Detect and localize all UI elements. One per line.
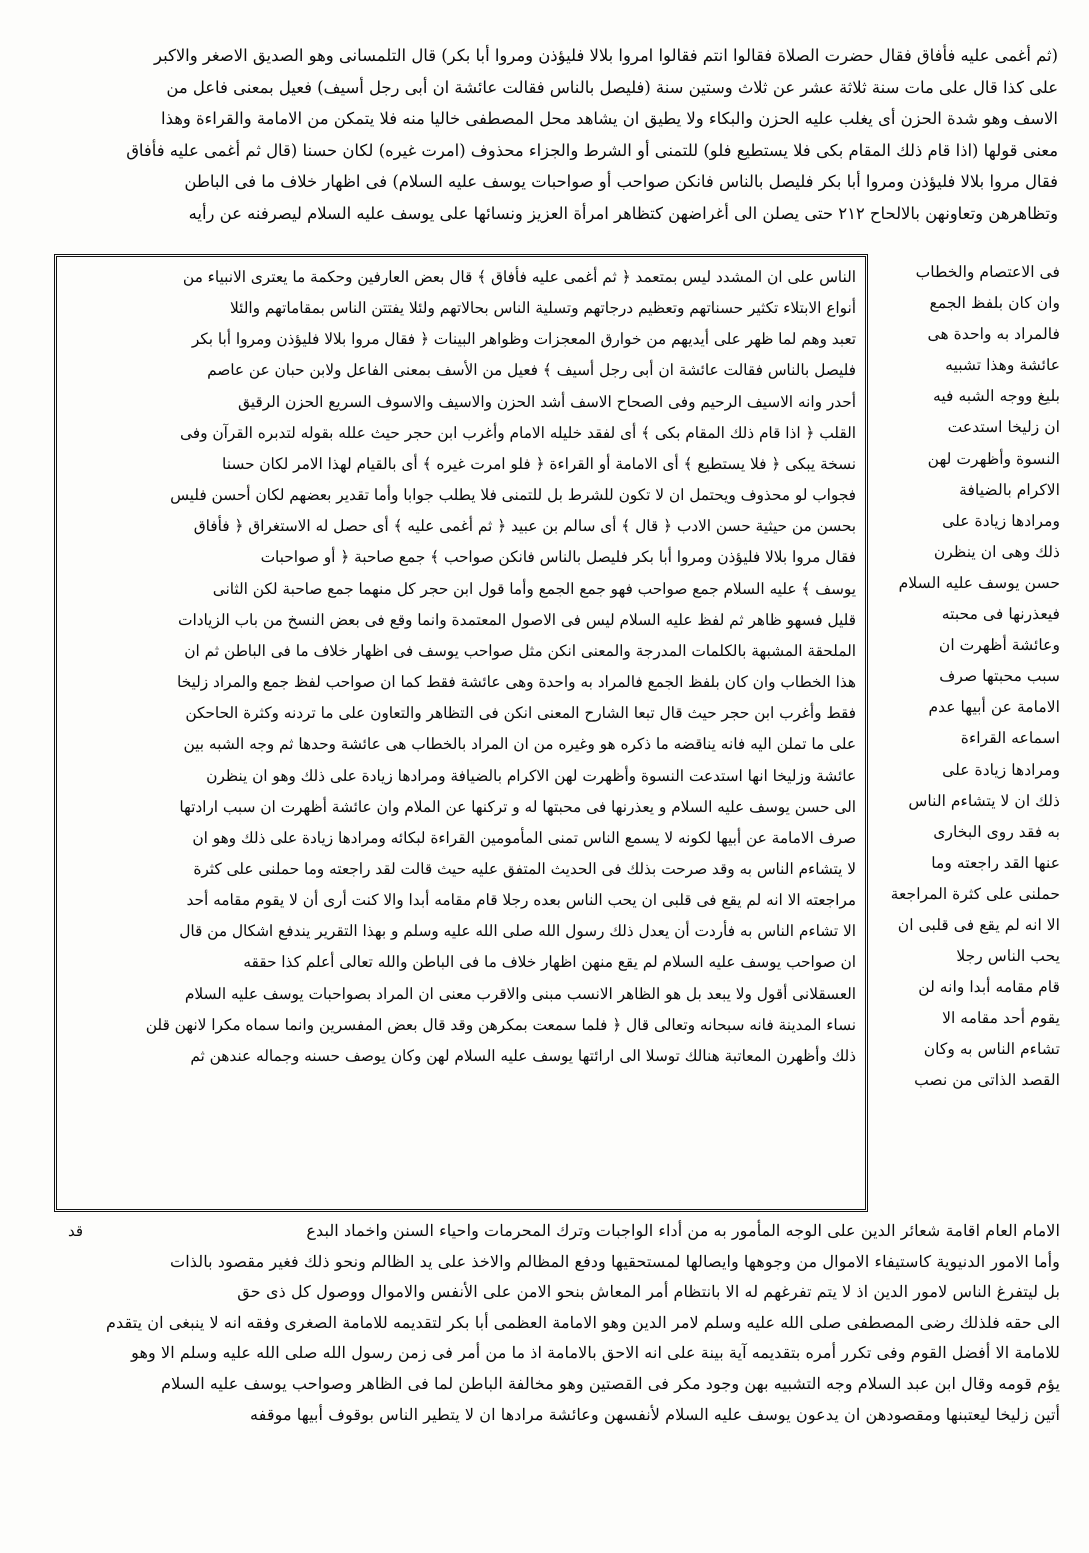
- margin-line: ومرادها زيادة على: [942, 760, 1060, 779]
- margin-line: فالمراد به واحدة هى: [927, 325, 1060, 344]
- margin-line: يقوم أحد مقامه الا: [942, 1009, 1060, 1028]
- main-line: فجواب لو محذوف ويحتمل ان لا تكون للشرط بل للتمنى فلا يطلب جوابا وأما تقدير بعضهم لكان أحسن فليس: [170, 486, 856, 505]
- main-line: الى حسن يوسف عليه السلام و يعذرنها فى محبتها له و تركنها عن الملام وان عائشة أظهرت ان سبب ارادتها: [179, 797, 856, 816]
- bottom-line: وأما الامور الدنيوية كاستيفاء الاموال من وجوهها وايصالها لمستحقيها ودفع المظالم والاخذ على يد الظالم ونحو ذلك فغير مقصود بالذات: [170, 1251, 1060, 1271]
- bottom-line: أتين زليخا ليعتبنها ومقصودهن ان يدعون يوسف عليه السلام لأنفسهن وعائشة مرادها ان لا يتطير الناس بوقوف أبيها موقفه: [249, 1404, 1060, 1424]
- main-line: الناس على ان المشدد ليس بمتعمد ﴿ ثم أغمى عليه فأفاق ﴾ قال بعض العارفين وحكمة ما يعترى الانبياء من: [182, 268, 856, 286]
- margin-line: حملنى على كثرة المراجعة: [890, 884, 1060, 903]
- main-line: صرف الامامة عن أبيها لكونه لا يسمع الناس تمنى المأمومين القراءة لبكائه ومرادها زيادة على ذلك وهو ان: [192, 828, 856, 847]
- margin-line: يحب الناس رجلا: [956, 947, 1060, 966]
- top-line: وتظاهرهن وتعاونهن بالالحاح ٢١٢ حتى يصلن الى أغراضهن كتظاهر امرأة العزيز ونسائها على يوسف عليه السلام ليصرفنه عن رأيه: [188, 203, 1058, 223]
- margin-line: النسوة وأظهرت لهن: [927, 449, 1060, 468]
- main-line: على ما تملن اليه فانه يناقضه ما ذكره هو وغيره من ان المراد بالخطاب هى عائشة وحدها ثم وجه الشبه بين: [183, 735, 856, 754]
- bottom-line: يؤم قومه وقال ابن عبد السلام وجه التشبيه بهن وجود مكر فى القصتين وهو مخالفة الباطن لما فى الظاهر وصواحب يوسف عليه السلام: [161, 1373, 1060, 1393]
- top-line: (ثم أغمى عليه فأفاق فقال حضرت الصلاة فقالوا انتم فقالوا امروا بلالا فليؤذن ومروا أبا بكر) قال التلمسانى وهو الصديق الاصغر والاكبر: [154, 46, 1058, 65]
- main-line: فليصل بالناس فقالت عائشة ان أبى رجل أسيف ﴾ فعيل من الأسف بمعنى الفاعل ولابن حبان عن عاصم: [207, 361, 856, 380]
- main-line: لا يتشاءم الناس به وقد صرحت بذلك فى الحديث المتفق عليه حيث قالت لقد راجعته وما حملنى على كثرة: [193, 859, 856, 878]
- margin-line: فيعذرنها فى محبته: [941, 605, 1060, 624]
- margin-line: حسن يوسف عليه السلام: [898, 573, 1060, 592]
- main-line: يوسف ﴾ عليه السلام جمع صواحب فهو جمع الجمع وأما قول ابن حجر كل منهما جمع صاحبة لكن الثانى: [212, 579, 856, 598]
- main-line: نسخة يبكى ﴿ فلا يستطيع ﴾ أى الامامة أو القراءة ﴿ فلو امرت غيره ﴾ أى بالقيام لهذا الامر لكان حسنا: [222, 454, 856, 473]
- bottom-line: للامامة الا أفضل القوم وفى تكرر أمره بتقديمه آية بينة على انه الاحق بالامامة اذ ما من أمر فى زمن رسول الله صلى الله عليه وسلم الا وهو: [131, 1343, 1060, 1363]
- margin-line: فى الاعتصام والخطاب: [915, 263, 1060, 281]
- main-line: أحدر وانه الاسيف الرحيم وفى الصحاح الاسف أشد الحزن والاسيف والاسوف السريع الحزن الرقيق: [238, 392, 856, 411]
- main-line: عائشة وزليخا انها استدعت النسوة وأظهرت لهن الاكرام بالضيافة ومرادها زيادة على ذلك وهو ان ينظرن: [206, 766, 856, 785]
- margin-line: ان زليخا استدعت: [947, 418, 1060, 437]
- main-line: ان صواحب يوسف عليه السلام لم يقع منهن اظهار خلاف ما فى الباطن والله تعالى أعلم كذا حققه: [243, 953, 856, 972]
- bottom-line: الامام العام اقامة شعائر الدين على الوجه المأمور به من أداء الواجبات وترك المحرمات واحياء السنن واخماد البدع: [306, 1221, 1060, 1240]
- main-line: القلب ﴿ اذا قام ذلك المقام بكى ﴾ أى لفقد خليله الامام وأغرب ابن حجر حيث علله بقوله لتدبره القرآن وفى: [180, 423, 856, 442]
- margin-line: الاكرام بالضيافة: [959, 480, 1060, 499]
- main-line: تعبد وهم لما ظهر على أيديهم من خوارق المعجزات وظواهر البينات ﴿ فقال مروا بلالا فليؤذن ومروا أبا بكر: [191, 330, 856, 349]
- margin-line: بليغ ووجه الشبه فيه: [932, 387, 1060, 406]
- margin-line: اسماعه القراءة: [960, 729, 1060, 748]
- main-line: نساء المدينة فانه سبحانه وتعالى قال ﴿ فلما سمعت بمكرهن وقد قال بعض المفسرين وانما سماه مكرا لانهن قلن: [145, 1015, 856, 1034]
- top-line: فقال مروا بلالا فليؤذن ومروا أبا بكر فليصل بالناس فانكن صواحب أو صواحبات يوسف عليه السلام) فى اظهار خلاف ما فى الباطن: [184, 172, 1058, 191]
- margin-line: قام مقامه أبدا وانه لن: [918, 978, 1060, 997]
- main-line: قليل فسهو ظاهر ثم لفظ عليه السلام ليس فى الاصول المعتمدة وانما وقع فى بعض النسخ من باب الزيادات: [178, 610, 856, 629]
- margin-line: عائشة وهذا تشبيه: [945, 356, 1060, 375]
- top-line: على كذا قال على مات سنة ثلاثة عشر عن ثلاث وستين سنة (فليصل بالناس فقالت عائشة ان أبى رجل أسيف) فعيل بمعنى فاعل من: [166, 77, 1058, 97]
- top-line: معنى قولها (اذا قام ذلك المقام بكى فلا يستطيع فلو) للتمنى أو الشرط والجزاء محذوف (امرت غيره) لكان حسنا (قال ثم أغمى عليه فأفاق: [126, 140, 1058, 160]
- main-line: فقال مروا بلالا فليؤذن ومروا أبا بكر فليصل بالناس فانكن صواحب ﴾ جمع صاحبة ﴿ أو صواحبات: [260, 548, 856, 567]
- main-line: مراجعته الا انه لم يقع فى قلبى ان يحب الناس بعده رجلا قام مقامه أبدا والا كنت أرى أن لا يقوم مقامه أحد: [186, 891, 856, 910]
- bottom-line: بل ليتفرغ الناس لامور الدين اذ لا يتم تفرغهم له الا بانتظام أمر المعاش بنحو الامن على الأنفس والاموال ووصول كل ذى حق: [237, 1282, 1060, 1302]
- margin-line: الامامة عن أبيها عدم: [928, 698, 1060, 717]
- margin-line: به فقد روى البخارى: [933, 822, 1060, 841]
- top-commentary-block: [40, 40, 1058, 229]
- main-line: ذلك وأظهرن المعاتبة هنالك توسلا الى ارائتها يوسف عليه السلام لهن وكان يوصف حسنه وجماله عندهن ثم: [190, 1046, 856, 1065]
- main-line: هذا الخطاب وان كان بلفظ الجمع فالمراد به واحدة وهى عائشة فقط كما ان صواحب لفظ جمع والمراد زليخا: [177, 673, 856, 692]
- main-line: الملحقة المشبهة بالكلمات المدرجة والمعنى انكن مثل صواحب يوسف فى اظهار خلاف ما فى الباطن ثم ان: [184, 641, 856, 660]
- main-line: الا تشاءم الناس به فأردت أن يعدل ذلك رسول الله صلى الله عليه وسلم و بهذا التقرير يندفع اشكال من قال: [179, 922, 856, 941]
- catchword: قد: [68, 1222, 84, 1240]
- main-commentary-text: [68, 262, 856, 1072]
- bottom-commentary-block: [68, 1216, 1060, 1430]
- main-line: فقط وأغرب ابن حجر حيث قال تبعا الشارح المعنى انكن فى التظاهر والتعاون على ما تردنه وكثرة الحاحكن: [185, 704, 856, 723]
- margin-line: وعائشة أظهرت ان: [938, 636, 1060, 655]
- margin-gloss-column: [874, 257, 1060, 1097]
- bottom-line: الى حقه فلذلك رضى المصطفى صلى الله عليه وسلم لامر الدين وهو الامامة العظمى أبا بكر لتقديمه للامامة الصغرى وفقه انه لا ينبغى ان يتقدم: [106, 1312, 1060, 1332]
- main-line: أنواع الابتلاء تكثير حسناتهم وتعظيم درجاتهم وتسلية الناس بحالاتهم ولئلا يفتتن الناس بمقاماتهم والئلا: [229, 299, 856, 318]
- main-line: بحسن من حيثية حسن الادب ﴿ قال ﴾ أى سالم بن عبيد ﴿ ثم أغمى عليه ﴾ أى حصل له الاستغراق ﴿ فأفاق: [193, 517, 856, 536]
- margin-line: وان كان بلفظ الجمع: [929, 294, 1060, 313]
- top-line: الاسف وهو شدة الحزن أى يغلب عليه الحزن والبكاء ولا يطيق ان يشاهد محل المصطفى خاليا منه فلا يتمكن من الامامة والقراءة وهذا: [161, 109, 1058, 128]
- main-line: العسقلانى أقول ولا يبعد بل هو الظاهر الانسب مبنى والاقرب معنى ان المراد بصواحبات يوسف عليه السلام: [184, 984, 856, 1003]
- bottom-first-line-row: [68, 1216, 1060, 1247]
- margin-line: ومرادها زيادة على: [942, 511, 1060, 530]
- margin-line: عنها القد راجعته وما: [931, 853, 1060, 872]
- margin-line: تشاءم الناس به وكان: [923, 1040, 1060, 1059]
- margin-line: ذلك وهى ان ينظرن: [933, 542, 1060, 561]
- margin-line: ذلك ان لا يتشاءم الناس: [908, 791, 1060, 810]
- margin-line: القصد الذاتى من نصب: [914, 1071, 1060, 1090]
- margin-line: الا انه لم يقع فى قلبى ان: [897, 915, 1060, 934]
- margin-line: سبب محبتها صرف: [939, 667, 1060, 686]
